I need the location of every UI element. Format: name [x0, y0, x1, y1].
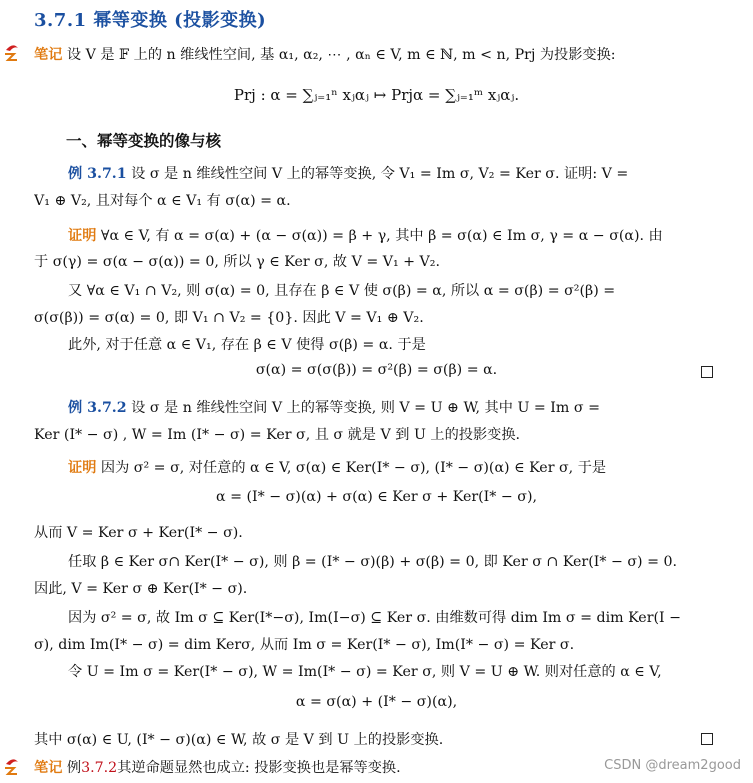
subheading: 一、幂等变换的像与核 — [66, 131, 222, 150]
note2-prefix: 例 — [66, 760, 82, 776]
proof-label: 证明 — [68, 460, 97, 476]
note1-text: 设 V 是 𝔽 上的 n 维线性空间, 基 α₁, α₂, ⋯ , αₙ ∈ V, m ∈ ℕ, m < n, Prj 为投影变换: — [66, 47, 616, 63]
formula-decomp: α = (I* − σ)(α) + σ(α) ∈ Ker σ + Ker(I* − σ), — [215, 489, 538, 505]
proof-text: 因为 σ² = σ, 故 Im σ ⊆ Ker(I*−σ), Im(I−σ) ⊆ Ker σ. 由维数可得 dim Im σ = dim Ker(I − — [68, 610, 682, 626]
formula-prj: Prj : α = ∑ⱼ₌₁ⁿ xⱼαⱼ ↦ Prjα = ∑ⱼ₌₁ᵐ xⱼαⱼ. — [233, 86, 520, 104]
formula-alpha: α = σ(α) + (I* − σ)(α), — [295, 694, 458, 710]
note-label: 笔记 — [34, 760, 63, 776]
proof-text: 其中 σ(α) ∈ U, (I* − σ)(α) ∈ W, 故 σ 是 V 到 U 上的投影变换. — [34, 732, 444, 748]
proof-text: σ), dim Im(I* − σ) = dim Kerσ, 从而 Im σ = Ker(I* − σ), Im(I* − σ) = Ker σ. — [34, 637, 575, 653]
proof-text: σ(σ(β)) = σ(α) = 0, 即 V₁ ∩ V₂ = {0}. 因此 V = V₁ ⊕ V₂. — [34, 310, 424, 326]
proof-text: 因为 σ² = σ, 对任意的 α ∈ V, σ(α) ∈ Ker(I* − σ), (I* − σ)(α) ∈ Ker σ, 于是 — [100, 460, 607, 476]
proof-text: ∀α ∈ V, 有 α = σ(α) + (α − σ(α)) = β + γ, 其中 β = σ(α) ∈ Im σ, γ = α − σ(α). 由 — [100, 228, 663, 244]
example-text: 设 σ 是 n 维线性空间 V 上的幂等变换, 则 V = U ⊕ W, 其中 U = Im σ = — [131, 400, 600, 416]
example-text: V₁ ⊕ V₂, 且对每个 α ∈ V₁ 有 σ(α) = α. — [34, 193, 291, 209]
proof-text: 令 U = Im σ = Ker(I* − σ), W = Im(I* − σ) = Ker σ, 则 V = U ⊕ W. 则对任意的 α ∈ V, — [68, 664, 662, 680]
note-icon — [2, 754, 24, 776]
example-text: Ker (I* − σ) , W = Im (I* − σ) = Ker σ, 且 σ 就是 V 到 U 上的投影变换. — [34, 427, 521, 443]
note-label: 笔记 — [34, 47, 63, 63]
proof-label: 证明 — [68, 228, 97, 244]
proof-text: 于 σ(γ) = σ(α − σ(α)) = 0, 所以 γ ∈ Ker σ, 故 V = V₁ + V₂. — [34, 254, 440, 270]
proof-text: 从而 V = Ker σ + Ker(I* − σ). — [34, 525, 243, 541]
note2-text: 其逆命题显然也成立: 投影变换也是幂等变换. — [117, 760, 401, 776]
example-reference-link[interactable]: 3.7.2 — [81, 760, 118, 776]
proof-text: 任取 β ∈ Ker σ∩ Ker(I* − σ), 则 β = (I* − σ)(β) + σ(β) = 0, 即 Ker σ ∩ Ker(I* − σ) = 0. — [68, 554, 678, 570]
example-label: 例 3.7.2 — [68, 400, 127, 416]
proof-text: 因此, V = Ker σ ⊕ Ker(I* − σ). — [34, 581, 248, 597]
proof-text: 又 ∀α ∈ V₁ ∩ V₂, 则 σ(α) = 0, 且存在 β ∈ V 使 σ(β) = α, 所以 α = σ(β) = σ²(β) = — [68, 283, 616, 299]
example-label: 例 3.7.1 — [68, 166, 127, 182]
qed-square — [701, 366, 713, 378]
qed-square — [701, 733, 713, 745]
watermark: CSDN @dream2good — [604, 758, 741, 773]
note-icon — [2, 40, 24, 62]
example-text: 设 σ 是 n 维线性空间 V 上的幂等变换, 令 V₁ = Im σ, V₂ = Ker σ. 证明: V = — [131, 166, 629, 182]
formula-sigma: σ(α) = σ(σ(β)) = σ²(β) = σ(β) = α. — [255, 362, 498, 378]
section-title: 3.7.1 幂等变换 (投影变换) — [34, 10, 267, 31]
proof-text: 此外, 对于任意 α ∈ V₁, 存在 β ∈ V 使得 σ(β) = α. 于是 — [68, 337, 426, 353]
